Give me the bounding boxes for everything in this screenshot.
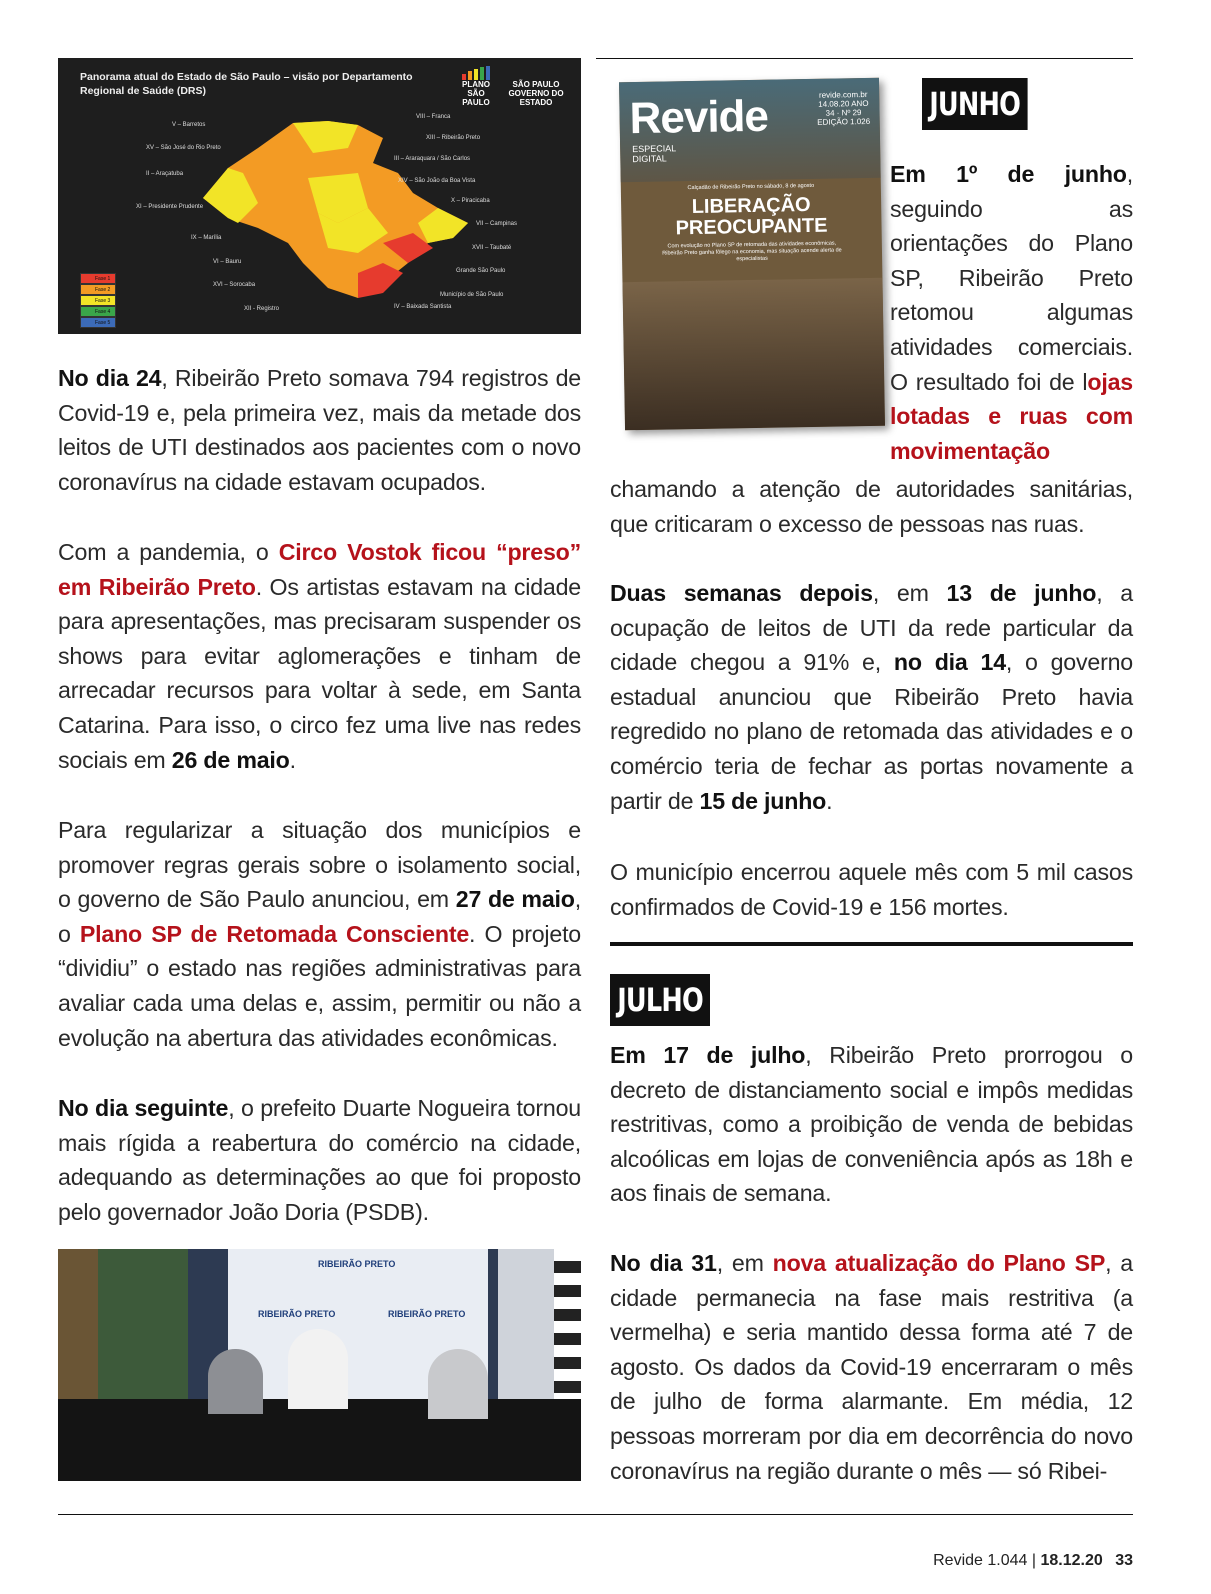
section-divider xyxy=(610,942,1133,946)
map-region-label: X – Piracicaba xyxy=(451,198,490,204)
backdrop-banner: RIBEIRÃO PRETO xyxy=(318,1259,396,1269)
paragraph-junho-1-continued: chamando a atenção de autoridades sanitárias, que criticaram o excesso de pessoas nas ruas. xyxy=(610,476,1133,537)
cover-edition: revide.com.br 14.08.20 ANO 34 · Nº 29 EDIÇÃO 1.026 xyxy=(817,89,871,127)
paragraph-junho-3: O município encerrou aquele mês com 5 mil casos confirmados de Covid-19 e 156 mortes. xyxy=(610,859,1133,920)
paragraph-circo-vostok: Com a pandemia, o Circo Vostok ficou “preso” em Ribeirão Preto. Os artistas estavam na cidade para apresentações, mas precisaram suspender os shows para evitar aglomerações e tinham de arrecadar recursos para voltar à sede, em Santa Catarina. Para isso, o circo fez uma live nas redes sociais em 26 de maio. xyxy=(58,539,582,773)
highlight-plano-sp: Plano SP de Retomada Consciente xyxy=(79,920,470,947)
footer-separator: | xyxy=(1031,1552,1037,1569)
paragraph-junho-2: Duas semanas depois, em 13 de junho, a ocupação de leitos de UTI da rede particular da cidade chegou a 91% e, no dia 14, o governo estadual anunciou que Ribeirão Preto havia regredido no plano de retomada das atividades e o comércio teria de fechar as portas novamente a partir de 15 de junho. xyxy=(610,580,1133,814)
legend-item-fase-3: Fase 3 xyxy=(80,295,116,306)
map-region-label: XVII – Taubaté xyxy=(472,245,512,251)
map-region-label: XV – São José do Rio Preto xyxy=(146,145,221,151)
paragraph-julho-2: No dia 31, em nova atualização do Plano SP, a cidade permanecia na fase mais restritiva (a vermelha) e seria mantido dessa forma até 7 de agosto. Os dados da Covid-19 encerraram o mês de julho de forma alarmante. Em média, 12 pessoas morreram por dia em decorrência do novo coronavírus na região durante o mês — só Ribei- xyxy=(610,1250,1133,1484)
highlight-nova-atualizacao: nova atualização do Plano SP xyxy=(772,1250,1106,1276)
section-tag-junho: JUNHO xyxy=(922,78,1027,130)
paragraph-julho-1: Em 17 de julho, Ribeirão Preto prorrogou o decreto de distanciamento social e impôs medidas restritivas, como a proibição de venda de bebidas alcoólicas em lojas de conveniência após as 18h e aos finais de semana. xyxy=(610,1042,1133,1207)
map-region-label: XII - Registro xyxy=(244,306,280,312)
paragraph-dia-seguinte: No dia seguinte, o prefeito Duarte Nogueira tornou mais rígida a reabertura do comércio na cidade, adequando as determinações ao que foi proposto pelo governador João Doria (PSDB). xyxy=(58,1095,581,1225)
gov-sp-logo: SÃO PAULO GOVERNO DO ESTADO xyxy=(508,80,564,107)
map-region-label: VIII – Franca xyxy=(416,114,451,120)
backdrop-banner: RIBEIRÃO PRETO xyxy=(388,1309,466,1319)
cover-special: ESPECIAL DIGITAL xyxy=(632,143,676,165)
map-region-label: XI – Presidente Prudente xyxy=(136,204,204,210)
map-region-label: XIV – São João da Boa Vista xyxy=(398,178,476,184)
top-rule xyxy=(596,58,1133,59)
footer-folio xyxy=(933,1552,1133,1570)
highlight-lojas-lotadas: ojas lotadas e ruas com movimentação xyxy=(890,368,1133,464)
highlight-circo-vostok: Circo Vostok ficou “preso” em Ribeirão Preto xyxy=(58,539,581,600)
cover-brand: Revide xyxy=(629,91,769,144)
paragraph-junho-1-top: Em 1º de junho, seguindo as orientações do Plano SP, Ribeirão Preto retomou algumas atividades comerciais. O resultado foi de lojas lotadas e ruas com movimentação xyxy=(890,157,1133,469)
map-region-label: IX – Marília xyxy=(191,235,222,241)
map-region-label: IV – Baixada Santista xyxy=(394,304,452,310)
backdrop-banner: RIBEIRÃO PRETO xyxy=(258,1309,336,1319)
press-conference-photo xyxy=(58,1249,581,1481)
magazine-cover-image xyxy=(619,78,885,430)
plano-sp-logo-text: PLANO SÃO PAULO xyxy=(462,80,490,107)
map-region-label: XVI – Sorocaba xyxy=(213,282,256,288)
legend-item-fase-2: Fase 2 xyxy=(80,284,116,295)
cover-kicker: Calçadão de Ribeirão Preto no sábado, 8 de agosto xyxy=(687,182,815,192)
map-region-label: XIII – Ribeirão Preto xyxy=(426,135,481,141)
footer-page-number: 33 xyxy=(1115,1552,1133,1569)
paragraph-dia-24: No dia 24, Ribeirão Preto somava 794 registros de Covid-19 e, pela primeira vez, mais da metade dos leitos de UTI destinados aos pacientes com o novo coronavírus na cidade estavam ocupados. xyxy=(58,365,581,495)
map-region-label: Grande São Paulo xyxy=(456,268,506,274)
map-title: Panorama atual do Estado de São Paulo – visão por Departamento Regional de Saúde (DRS) xyxy=(80,71,413,97)
map-region-label: Município de São Paulo xyxy=(440,292,504,298)
paragraph-plano-sp: Para regularizar a situação dos municípios e promover regras gerais sobre o isolamento social, o governo de São Paulo anunciou, em 27 de maio, o Plano SP de Retomada Consciente. O projeto “dividiu” o estado nas regiões administrativas para avaliar cada uma delas e, assim, permitir ou não a evolução na abertura das atividades econômicas. xyxy=(58,817,582,1051)
map-region-label: VI – Bauru xyxy=(213,259,242,265)
footer-rule xyxy=(58,1514,1133,1515)
map-region-label: II – Araçatuba xyxy=(146,171,184,177)
map-region-label: III – Araraquara / São Carlos xyxy=(394,156,471,162)
legend-item-fase-5: Fase 5 xyxy=(80,317,116,328)
sp-region-map-image xyxy=(58,58,581,334)
section-tag-julho: JULHO xyxy=(610,974,710,1026)
cover-dek: Com evolução no Plano SP de retomada das atividades econômicas, Ribeirão Preto ganha fôlego na economia, mas situação acende alerta de especialistas xyxy=(662,240,842,263)
legend-item-fase-4: Fase 4 xyxy=(80,306,116,317)
map-legend xyxy=(80,273,116,328)
legend-item-fase-1: Fase 1 xyxy=(80,273,116,284)
plano-sp-logo xyxy=(456,66,496,107)
map-region-label: V – Barretos xyxy=(172,122,206,128)
cover-headline: LIBERAÇÃO PREOCUPANTE xyxy=(675,193,828,240)
footer-magazine: Revide 1.044 xyxy=(933,1552,1028,1569)
map-region-label: VII – Campinas xyxy=(476,221,518,227)
footer-date: 18.12.20 xyxy=(1040,1552,1103,1569)
